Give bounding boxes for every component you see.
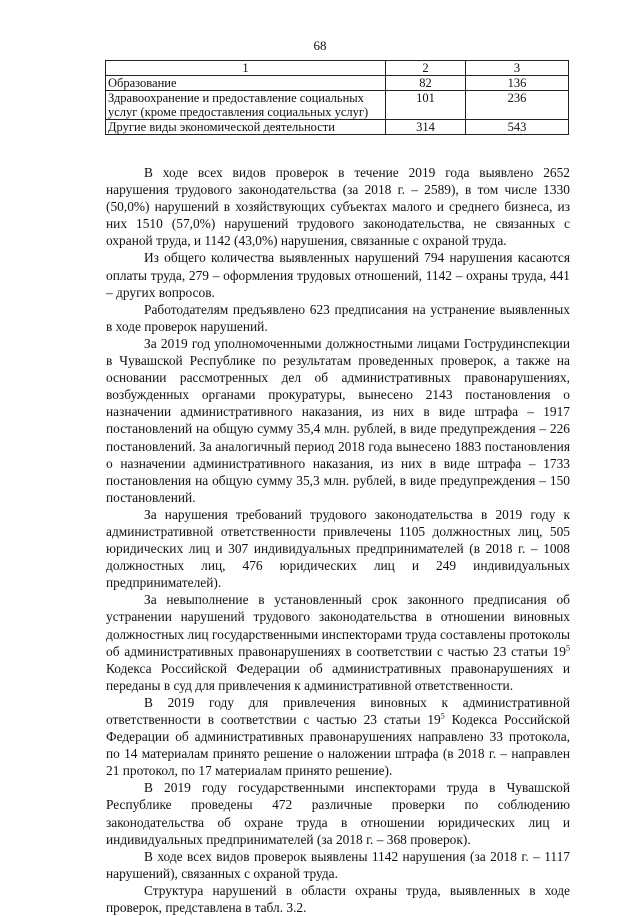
table-row xyxy=(106,91,569,120)
table-cell-value: 136 xyxy=(466,76,569,91)
table-row xyxy=(106,120,569,135)
paragraph: Из общего количества выявленных нарушений 794 нарушения касаются оплаты труда, 279 – оформления трудовых отношений, 1142 – охраны труда, 441 – других вопросов. xyxy=(106,250,570,300)
table-header-cell: 3 xyxy=(466,61,569,76)
paragraph: В ходе всех видов проверок в течение 2019 года выявлено 2652 нарушения трудового законодательства (за 2018 г. – 2589), в том числе 1330 (50,0%) нарушений в хозяйствующих субъектах малого и среднего бизнеса, из них 1510 (57,0%) нарушений трудового законодательства, не связанных с охраной труда, и 1142 (43,0%) нарушения, связанные с охраной труда. xyxy=(106,165,570,249)
body-text xyxy=(106,164,570,916)
paragraph-text: За невыполнение в установленный срок законного предписания об устранении нарушений трудового законодательства в отношении виновных должностных лиц государственными инспекторами труда составлены протоколы об административных правонарушениях в соответствии с частью 23 статьи 19 xyxy=(106,592,570,659)
paragraph: За нарушения требований трудового законодательства в 2019 году к административной ответственности привлечены 1105 должностных лиц, 505 юридических лиц и 307 индивидуальных предпринимателей (в 2018 г. – 1008 должностных лиц, 476 юридических лиц и 249 индивидуальных предпринимателей). xyxy=(106,506,570,591)
table-header-row xyxy=(106,61,569,76)
paragraph-text: В 2019 году для привлечения виновных к административной ответственности в соответствии с частью 23 статьи 19 xyxy=(106,694,570,727)
table-cell-value: 101 xyxy=(386,91,466,120)
table-header-cell: 2 xyxy=(386,61,466,76)
paragraph: Структура нарушений в области охраны труда, выявленных в ходе проверок, представлена в табл. 3.2. xyxy=(106,882,570,916)
paragraph: За 2019 год уполномоченными должностными лицами Гострудинспекции в Чувашской Республике по результатам проведенных проверок, а также на основании рассмотренных дел об административных правонарушениях, возбужденных органами прокуратуры, вынесено 2143 постановления о назначении административного наказания, из них в виде штрафа – 1917 постановлений на общую сумму 35,4 млн. рублей, в виде предупреждения – 226 постановлений. За аналогичный период 2018 года вынесено 1883 постановления о назначении административного наказания, из них в виде штрафа – 1733 постановления на общую сумму 35,3 млн. рублей, в виде предупреждения – 150 постановлений. xyxy=(106,335,570,505)
superscript: 5 xyxy=(566,643,570,653)
paragraph: В ходе всех видов проверок выявлены 1142 нарушения (за 2018 г. – 1117 нарушений), связанных с охраной труда. xyxy=(106,848,570,881)
paragraph-text: Кодекса Российской Федерации об административных правонарушениях направлено 33 протокола, по 14 материалам принято решение о наложении штрафа (в 2018 г. – направлен 21 протокол, по 17 материалам принято решение). xyxy=(106,712,570,779)
table-cell-label: Другие виды экономической деятельности xyxy=(106,120,386,135)
superscript: 5 xyxy=(440,711,445,721)
data-table xyxy=(105,60,569,135)
table-cell-label: Здравоохранение и предоставление социальных услуг (кроме предоставления социальных услуг) xyxy=(106,91,386,120)
paragraph xyxy=(106,694,570,779)
page-number: 68 xyxy=(313,38,327,53)
table-cell-value: 314 xyxy=(386,120,466,135)
table-row xyxy=(106,76,569,91)
paragraph xyxy=(106,591,570,694)
paragraph: Работодателям предъявлено 623 предписания на устранение выявленных в ходе проверок нарушений. xyxy=(106,301,570,334)
table-cell-value: 82 xyxy=(386,76,466,91)
table-cell-value: 236 xyxy=(466,91,569,120)
paragraph-text: Кодекса Российской Федерации об административных правонарушениях и переданы в суд для привлечения к административной ответственности. xyxy=(106,660,570,693)
table-cell-value: 543 xyxy=(466,120,569,135)
table-header-cell: 1 xyxy=(106,61,386,76)
table-cell-label: Образование xyxy=(106,76,386,91)
paragraph: В 2019 году государственными инспекторами труда в Чувашской Республике проведены 472 различные проверки по соблюдению законодательства об охране труда в отношении юридических лиц и индивидуальных предпринимателей (за 2018 г. – 368 проверок). xyxy=(106,780,570,847)
